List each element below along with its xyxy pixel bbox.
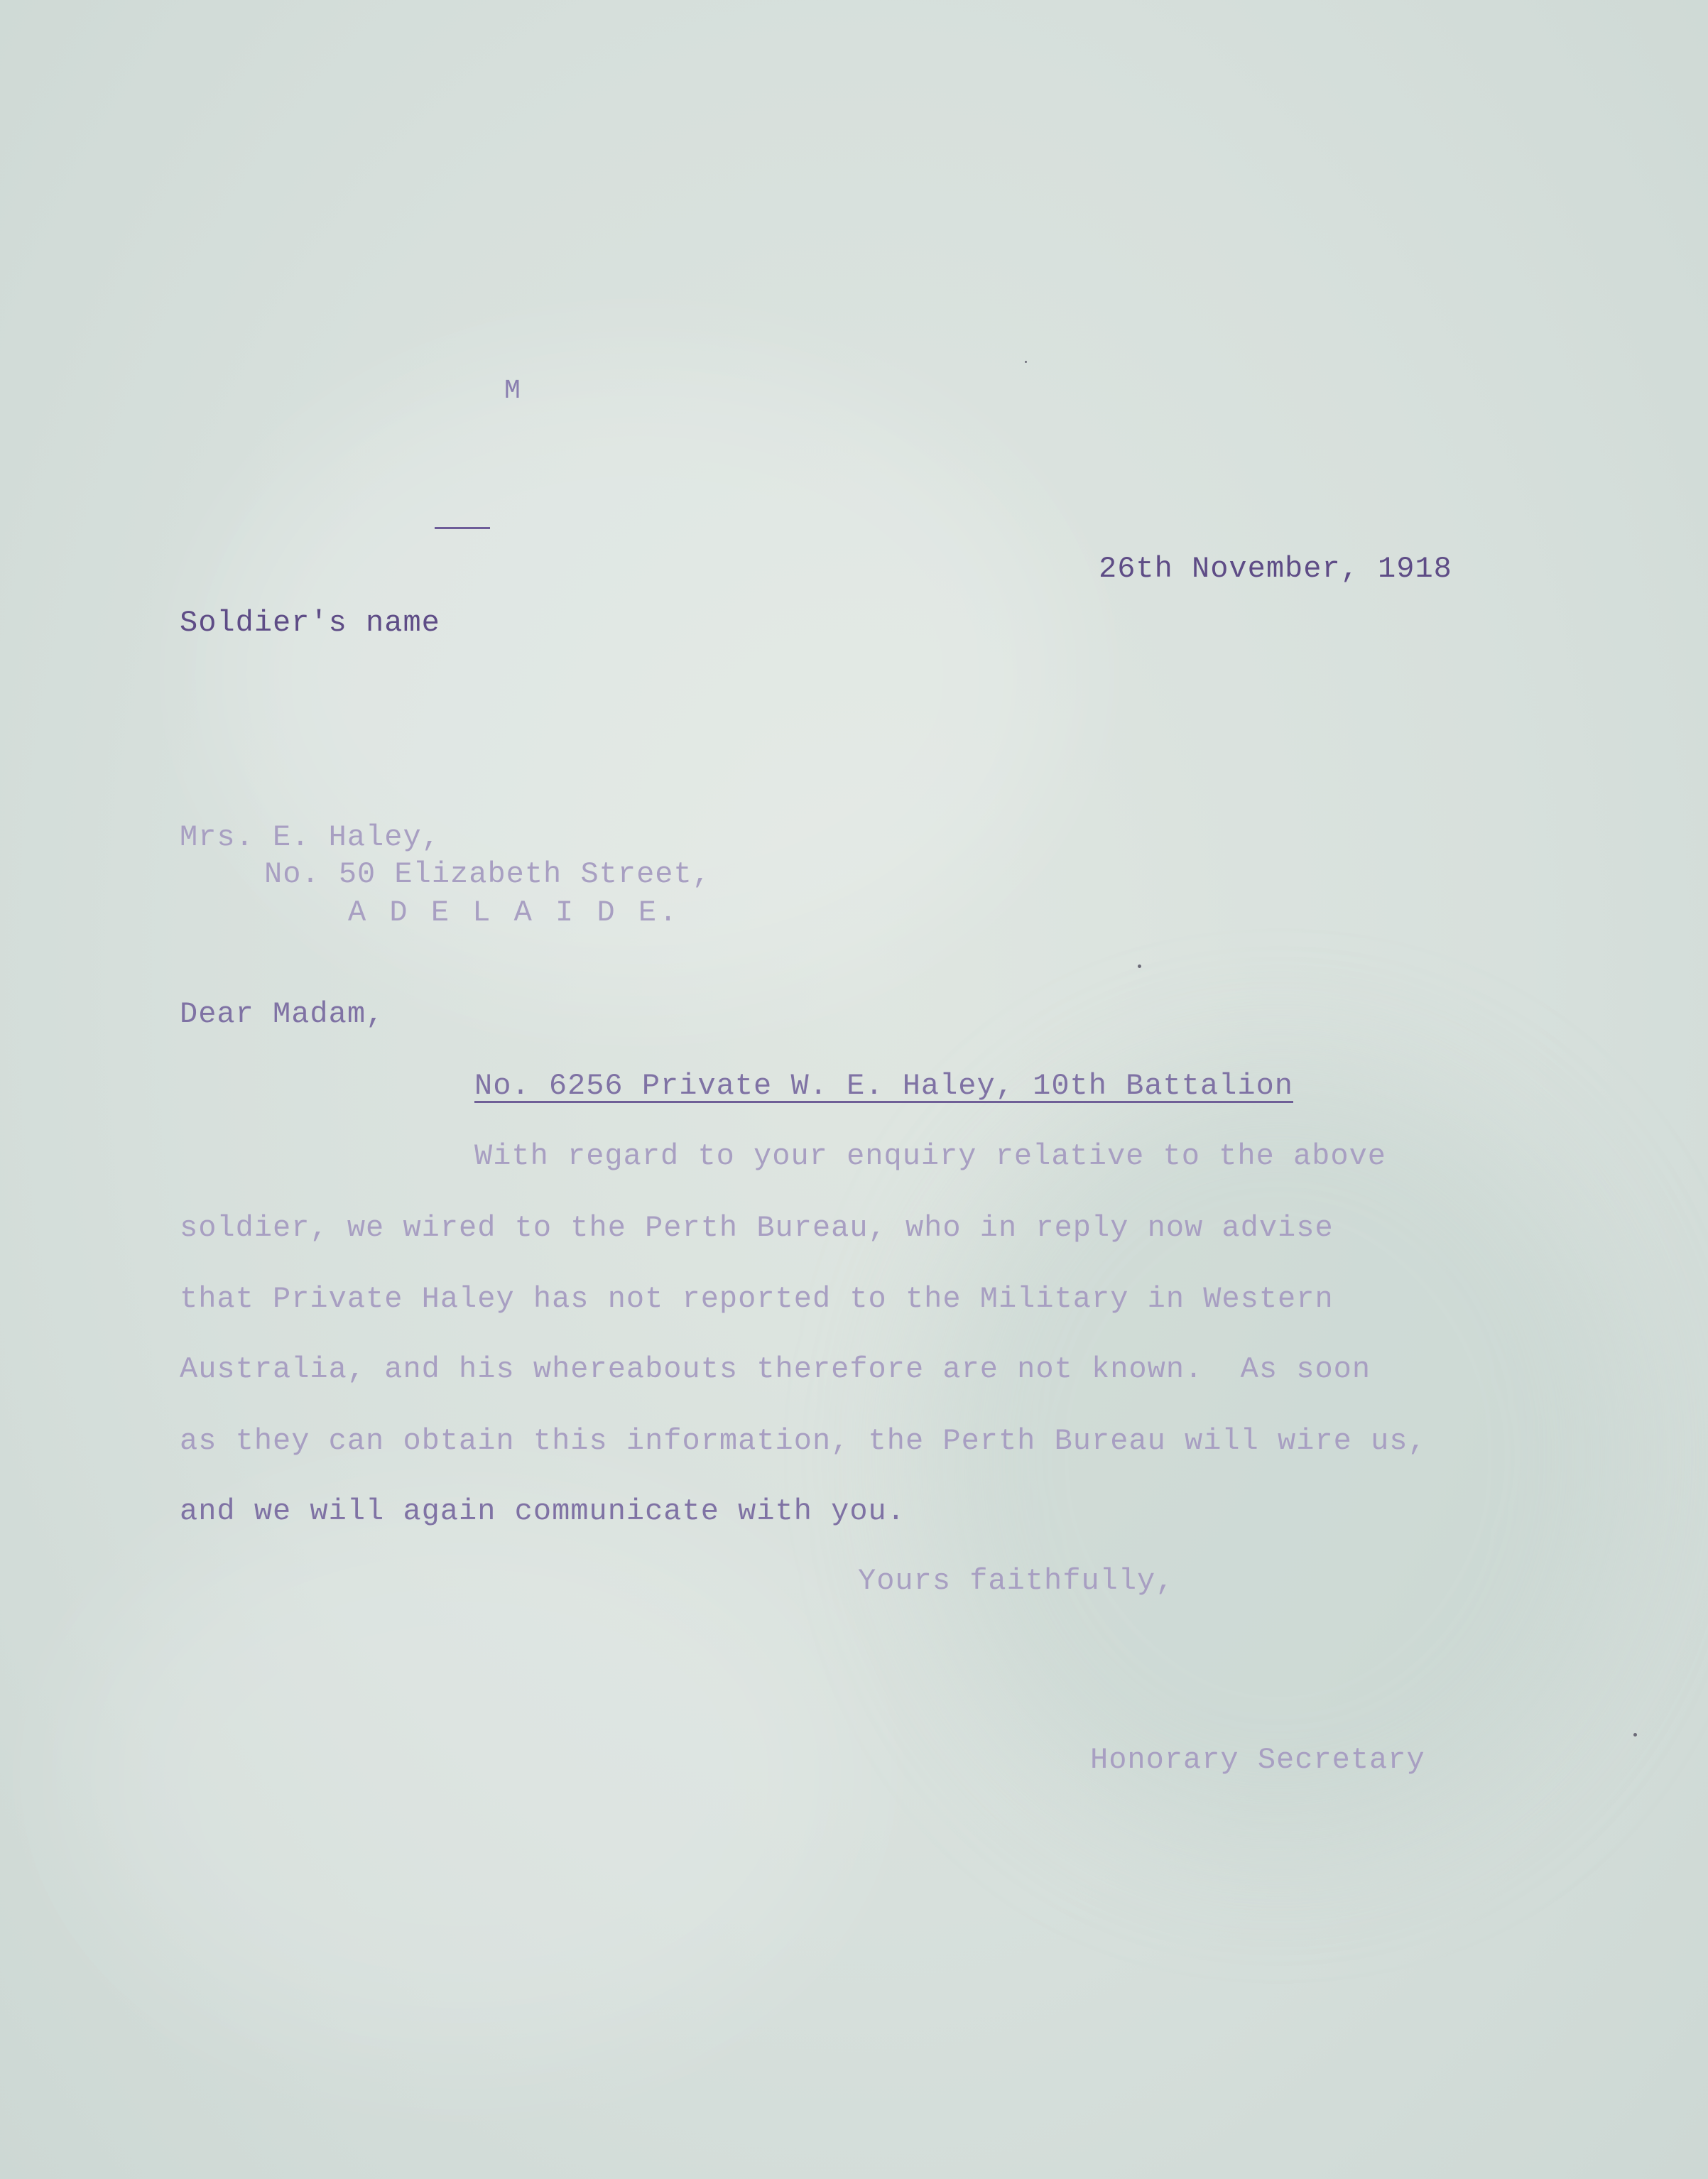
paper-speck: [1138, 964, 1141, 968]
signature-title: Honorary Secretary: [1090, 1743, 1425, 1777]
recipient-name: Mrs. E. Haley,: [180, 820, 440, 854]
body-line: soldier, we wired to the Perth Bureau, who in reply now advise: [180, 1211, 1334, 1245]
body-line: and we will again communicate with you.: [180, 1494, 905, 1528]
body-line: Australia, and his whereabouts therefore are not known. As soon: [180, 1352, 1371, 1386]
subject-line: No. 6256 Private W. E. Haley, 10th Battalion: [474, 1069, 1293, 1103]
recipient-city: A D E L A I D E.: [348, 896, 680, 930]
file-mark: M: [504, 376, 521, 406]
paper-texture: [71, 1491, 852, 2060]
recipient-street: No. 50 Elizabeth Street,: [264, 857, 711, 891]
closing: Yours faithfully,: [858, 1564, 1175, 1598]
paper-speck: [1633, 1733, 1637, 1737]
letter-date: 26th November, 1918: [1099, 552, 1452, 586]
body-line: as they can obtain this information, the Perth Bureau will wire us,: [180, 1424, 1427, 1458]
salutation: Dear Madam,: [180, 997, 385, 1031]
soldier-name-label: Soldier's name: [180, 606, 440, 640]
body-line: that Private Haley has not reported to the Military in Western: [180, 1282, 1334, 1316]
paper-speck: [1025, 361, 1027, 363]
divider-rule: [435, 527, 490, 529]
body-line: With regard to your enquiry relative to the above: [474, 1139, 1387, 1173]
